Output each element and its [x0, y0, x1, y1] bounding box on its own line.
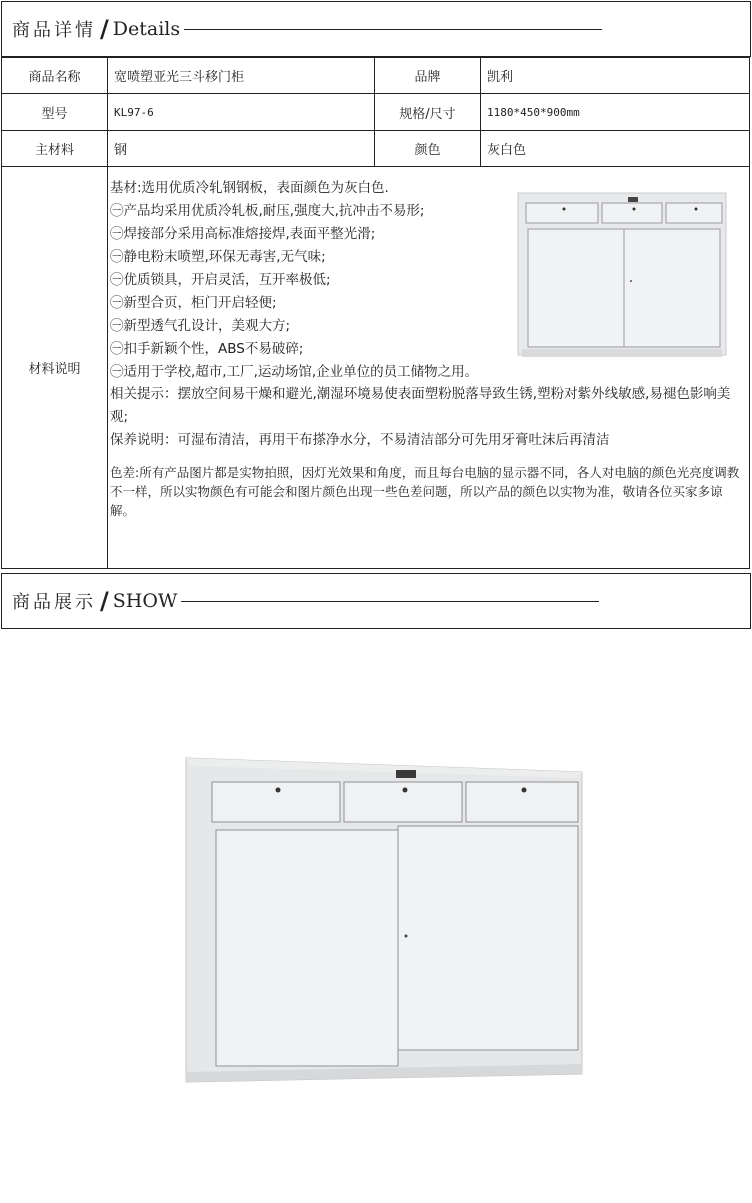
value-product-name: 宽喷塑亚光三斗移门柜 — [108, 58, 375, 94]
material-description — [108, 167, 750, 569]
show-header-cn: 商品展示 — [12, 592, 96, 613]
table-row — [2, 167, 750, 569]
label-brand: 品牌 — [375, 58, 481, 94]
value-brand: 凯利 — [481, 58, 750, 94]
desc-line: ㊀焊接部分采用高标准熔接焊,表面平整光滑; — [110, 225, 376, 242]
cabinet-thumbnail — [516, 191, 728, 363]
desc-line: ㊀新型透气孔设计，美观大方; — [110, 317, 291, 334]
value-model: KL97-6 — [108, 94, 375, 131]
label-material-desc: 材料说明 — [2, 167, 108, 569]
value-size: 1180*450*900mm — [481, 94, 750, 131]
show-header-en: SHOW — [112, 590, 178, 612]
desc-line: ㊀扣手新颖个性，ABS不易破碎; — [110, 340, 304, 357]
label-model: 型号 — [2, 94, 108, 131]
header-slash: / — [100, 587, 109, 615]
details-header-en: Details — [112, 18, 181, 40]
value-material: 钢 — [108, 131, 375, 167]
details-header — [1, 1, 751, 57]
desc-line: ㊀优质锁具，开启灵活，互开率极低; — [110, 271, 331, 288]
label-size: 规格/尺寸 — [375, 94, 481, 131]
details-header-cn: 商品详情 — [12, 20, 96, 41]
value-color: 灰白色 — [481, 131, 750, 167]
desc-line: ㊀产品均采用优质冷轧板,耐压,强度大,抗冲击不易形; — [110, 202, 425, 219]
desc-line: ㊀静电粉末喷塑,环保无毒害,无气味; — [110, 248, 326, 265]
desc-line: ㊀新型合页，柜门开启轻便; — [110, 294, 277, 311]
header-slash: / — [100, 15, 109, 43]
desc-line: ㊀适用于学校,超市,工厂,运动场馆,企业单位的员工储物之用。 — [110, 363, 479, 380]
color-note: 色差:所有产品图片都是实物拍照，因灯光效果和角度，而且每台电脑的显示器不同，各人对电脑的颜色光亮度调教不一样，所以实物颜色有可能会和图片颜色出现一些色差问题，所以产品的颜色以实物为准，敬请各位买家多谅解。 — [110, 465, 740, 518]
desc-line: 基材:选用优质冷轧钢钢板，表面颜色为灰白色. — [110, 180, 389, 196]
table-row — [2, 58, 750, 94]
care-text: 保养说明：可湿布清洁，再用干布搽净水分，不易清洁部分可先用牙膏吐沫后再清洁 — [110, 432, 610, 449]
label-product-name: 商品名称 — [2, 58, 108, 94]
show-header — [1, 573, 751, 629]
table-row — [2, 94, 750, 131]
label-material: 主材料 — [2, 131, 108, 167]
header-rule — [181, 601, 599, 602]
cabinet-image — [180, 752, 590, 1087]
spec-table — [1, 57, 750, 569]
header-rule — [184, 29, 602, 30]
table-row — [2, 131, 750, 167]
label-color: 颜色 — [375, 131, 481, 167]
tip-text: 相关提示：摆放空间易干燥和避光,潮湿环境易使表面塑粉脱落导致生锈,塑粉对紫外线敏感,易褪色影响美观; — [110, 386, 731, 426]
